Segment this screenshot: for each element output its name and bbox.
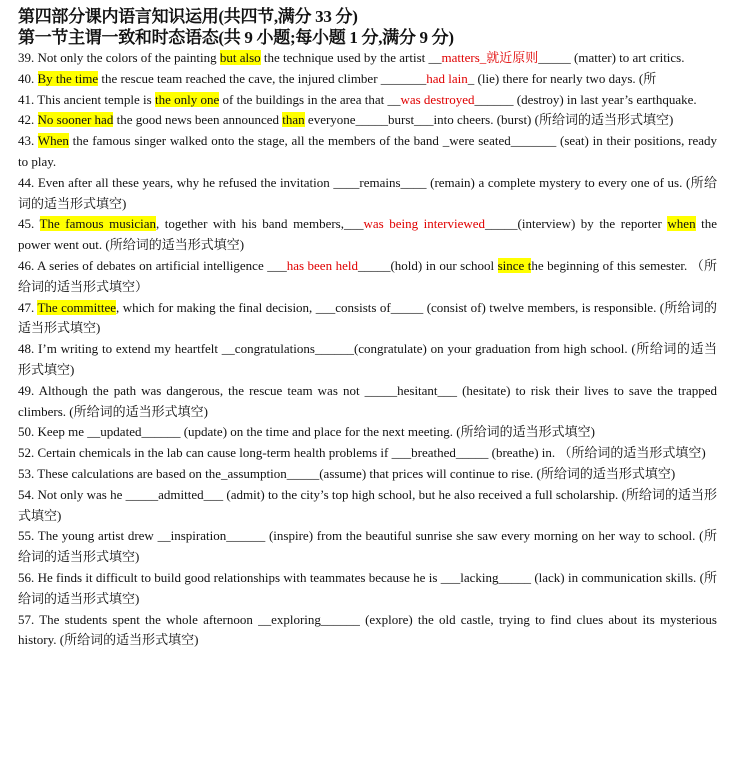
- question-list: [18, 48, 717, 651]
- question-text: 40.: [18, 70, 38, 86]
- question-text: the power went out. (所给词的适当形式填空): [18, 216, 717, 253]
- subsection-heading: 第一节主谓一致和时态语态(共 9 小题;每小题 1 分,满分 9 分): [18, 28, 454, 47]
- question-text: 49. Although the path was dangerous, the rescue team was not _____hesitant___ (hesitate) to risk their lives to save the trapped climbers. (所给词的适当形式填空): [18, 382, 717, 419]
- question-text: 42.: [18, 112, 38, 128]
- question-item: [18, 131, 717, 173]
- question-text: 41. This ancient temple is: [18, 91, 155, 107]
- highlighted-keyword: since t: [497, 257, 532, 273]
- question-text: of the buildings in the area that __: [219, 91, 401, 107]
- highlighted-keyword: The committee: [37, 299, 117, 315]
- highlighted-keyword: but also: [219, 50, 261, 65]
- question-text: the good news been announced: [113, 112, 283, 128]
- question-text: 55. The young artist drew __inspiration______ (inspire) from the beautiful sunrise she saw every morning on her way to school. (所给词的适当形式填空): [18, 528, 717, 565]
- question-text: the rescue team reached the cave, the injured climber _______: [98, 70, 427, 86]
- question-text: everyone_____burst___into cheers. (burst) (所给词的适当形式填空): [304, 112, 674, 128]
- highlighted-keyword: By the time: [37, 70, 99, 86]
- question-text: , which for making the final decision, ___consists of_____ (consist of) twelve members, is responsible. (所给词的适当形式填空): [18, 299, 717, 336]
- question-text: 48. I’m writing to extend my heartfelt __congratulations______(congratulate) on your graduation from high school. (所给词的适当形式填空): [18, 341, 717, 377]
- question-item: [18, 568, 717, 610]
- question-text: 53. These calculations are based on the_assumption_____(assume) that prices will continue to rise. (所给词的适当形式填空): [18, 465, 676, 481]
- question-item: [18, 48, 717, 69]
- question-text: 56. He finds it difficult to build good relationships with teammates because he is ___lacking_____ (lack) in communication skills. (所给词的适当形式填空): [18, 569, 717, 606]
- question-text: 57. The students spent the whole afternoon __exploring______ (explore) the old castle, trying to find clues about its mysterious history. (所给词的适当形式填空): [18, 611, 717, 648]
- highlighted-keyword: The famous musician: [39, 216, 157, 232]
- question-item: [18, 464, 717, 485]
- question-text: 39. Not only the colors of the painting: [18, 50, 220, 65]
- section-heading: 第四部分课内语言知识运用(共四节,满分 33 分): [18, 7, 358, 26]
- question-text: 44. Even after all these years, why he refused the invitation ____remains____ (remain) a complete mystery to every one of us. (所给词的适当形式填空): [18, 174, 717, 211]
- answer-text: has been held: [286, 257, 358, 273]
- question-text: 43.: [18, 133, 38, 149]
- question-item: [18, 69, 717, 90]
- question-item: [18, 443, 717, 464]
- question-text: he beginning of this semester. （所给词的适当形式填空）: [18, 257, 718, 294]
- question-item: [18, 485, 717, 527]
- question-text: ______ (destroy) in last year’s earthquake.: [474, 91, 697, 107]
- question-item: [18, 90, 717, 111]
- highlighted-keyword: when: [667, 216, 696, 232]
- document-page: [18, 6, 717, 651]
- question-item: [18, 256, 717, 298]
- question-item: [18, 381, 717, 423]
- question-item: [18, 214, 717, 256]
- question-text: the famous singer walked onto the stage, all the members of the band _were seated_______ (seat) in their positions, ready to play.: [18, 133, 717, 169]
- question-text: 45.: [18, 216, 40, 232]
- question-text: 50. Keep me __updated______ (update) on the time and place for the next meeting. (所给词的适当形式填空): [18, 424, 595, 440]
- answer-text: was being interviewed: [363, 216, 486, 232]
- question-text: the technique used by the artist __: [260, 50, 442, 65]
- highlighted-keyword: than: [282, 112, 305, 128]
- highlighted-keyword: When: [37, 133, 69, 149]
- question-text: _____ (matter) to art critics.: [538, 50, 685, 65]
- question-text: 52. Certain chemicals in the lab can cause long-term health problems if ___breathed_____ (breathe) in. （所给词的适当形式填空): [18, 445, 706, 461]
- answer-text: was destroyed: [400, 91, 475, 107]
- question-item: [18, 422, 717, 443]
- question-text: 54. Not only was he _____admitted___ (admit) to the city’s top high school, but he also received a full scholarship. (所给词的适当形式填空): [18, 486, 717, 523]
- question-text: _____(hold) in our school: [357, 257, 498, 273]
- question-item: [18, 110, 717, 131]
- question-text: , together with his band members,___: [156, 216, 364, 232]
- question-item: [18, 610, 717, 652]
- question-item: [18, 298, 717, 340]
- highlighted-keyword: No sooner had: [37, 112, 114, 128]
- answer-text: had lain: [426, 70, 468, 86]
- question-text: _ (lie) there for nearly two days. (所: [467, 70, 657, 86]
- question-text: 46. A series of debates on artificial intelligence ___: [18, 257, 287, 273]
- highlighted-keyword: the only one: [154, 91, 220, 107]
- question-text: _____(interview) by the reporter: [485, 216, 668, 232]
- answer-text: matters_就近原则: [441, 50, 539, 65]
- question-item: [18, 526, 717, 568]
- question-item: [18, 173, 717, 215]
- question-item: [18, 339, 717, 381]
- question-text: 47.: [18, 299, 38, 315]
